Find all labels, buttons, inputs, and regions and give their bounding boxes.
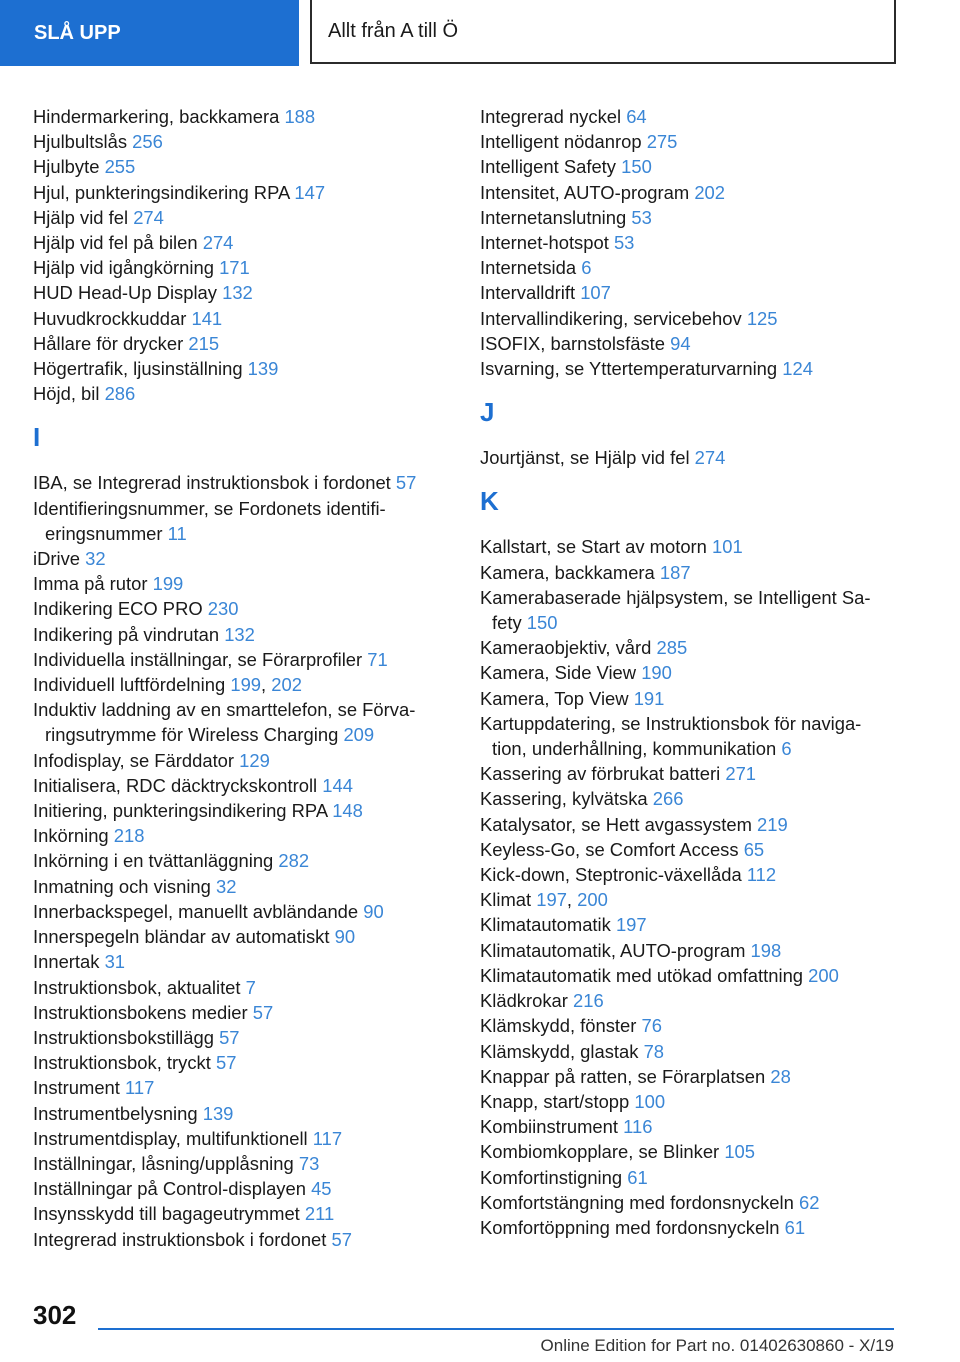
index-entry: [480, 534, 900, 559]
page-ref-link[interactable]: 57: [252, 1001, 274, 1023]
index-entry-term: Instruktionsbokens medier: [33, 1001, 248, 1023]
index-letter-heading: J: [480, 397, 495, 428]
index-entry: [33, 546, 443, 571]
page-ref-link[interactable]: 202: [694, 181, 726, 203]
index-entry-term: iDrive: [33, 548, 81, 570]
index-entry-term: Individuella inställningar, se Förarprofiler: [33, 648, 363, 670]
index-entry-term: ISOFIX, barnstolsfäste: [480, 332, 666, 354]
page-ref-link[interactable]: 144: [322, 774, 353, 796]
index-entry-term: Jourtjänst, se Hjälp vid fel: [480, 447, 690, 469]
index-entry-continuation-text: tion, underhållning, kommunikation: [492, 738, 777, 760]
index-entry: [33, 672, 443, 697]
index-entry-term: IBA, se Integrerad instruktionsbok i fordonet: [33, 472, 391, 494]
index-entry-term: Instrument: [33, 1077, 120, 1099]
index-entry-term: Klämskydd, fönster: [480, 1015, 637, 1037]
index-entry-term: Innertak: [33, 951, 100, 973]
index-entry: [480, 154, 900, 179]
index-entry-term: Klämskydd, glastak: [480, 1040, 639, 1062]
index-entry-term: Komfortinstigning: [480, 1166, 623, 1188]
index-entry: [33, 1176, 443, 1201]
index-entry: [33, 773, 443, 798]
index-entry-term: Inmatning och visning: [33, 875, 211, 897]
index-entry: [33, 205, 443, 230]
index-entry-term: Individuell luftfördelning: [33, 674, 226, 696]
page-ref-link[interactable]: 90: [334, 926, 356, 948]
page-ref-link[interactable]: 31: [104, 951, 126, 973]
page-ref-link[interactable]: 218: [113, 825, 145, 847]
index-entry: [480, 1039, 900, 1064]
index-entry: [33, 470, 443, 495]
index-entry-term: Innerspegeln bländar av automatiskt: [33, 926, 330, 948]
page-ref-link[interactable]: 100: [634, 1090, 666, 1112]
index-entry-term: Hjälp vid fel på bilen: [33, 232, 198, 254]
page-ref-link[interactable]: 45: [311, 1178, 332, 1200]
page-ref-link[interactable]: 282: [278, 850, 310, 872]
page-ref-link[interactable]: 219: [757, 813, 788, 835]
page-ref-link[interactable]: 141: [191, 307, 223, 329]
index-entry-term: Identifieringsnummer, se Fordonets identifi-: [33, 497, 386, 519]
page-ref-link[interactable]: 53: [613, 232, 635, 254]
index-entry: [33, 571, 443, 596]
index-entry: [480, 205, 900, 230]
page-ref-link[interactable]: 57: [331, 1228, 352, 1250]
page-ref-link[interactable]: 215: [188, 332, 220, 354]
index-entry: [33, 1151, 443, 1176]
index-entry: [33, 748, 443, 773]
index-entry: [33, 180, 443, 205]
index-entry-term: Initiering, punkteringsindikering RPA: [33, 800, 328, 822]
page-ref-link[interactable]: 61: [627, 1166, 648, 1188]
index-entry-term: Komfortöppning med fordonsnyckeln: [480, 1216, 780, 1238]
index-entry: [480, 306, 900, 331]
page-ref-link[interactable]: 101: [712, 536, 743, 558]
section-title: Allt från A till Ö: [310, 0, 896, 64]
index-entry-term: Intelligent Safety: [480, 156, 616, 178]
index-entry-term: Initialisera, RDC däcktryckskontroll: [33, 774, 318, 796]
index-entry: [480, 104, 900, 129]
index-entry: [480, 1064, 900, 1089]
index-entry-term: Kassering, kylvätska: [480, 788, 648, 810]
index-entry: [33, 823, 443, 848]
index-entry-term: Kameraobjektiv, vård: [480, 637, 652, 659]
index-entry-term: Isvarning, se Yttertemperaturvarning: [480, 358, 778, 380]
index-entry: [480, 180, 900, 205]
index-entry: [33, 331, 443, 356]
page-ref-link[interactable]: 76: [641, 1015, 662, 1037]
index-entry: [480, 1089, 900, 1114]
index-entry-term: Kombiomkopplare, se Blinker: [480, 1141, 720, 1163]
index-entry-term: Huvudkrockkuddar: [33, 307, 187, 329]
page-ref-link[interactable]: 266: [652, 788, 684, 810]
page-ref-link[interactable]: 112: [746, 864, 777, 886]
page-ref-link[interactable]: 150: [526, 612, 558, 634]
page-ref-link[interactable]: 53: [631, 206, 652, 228]
page-ref-link[interactable]: 124: [782, 358, 813, 380]
page-ref-link[interactable]: 274: [133, 206, 164, 228]
index-entry: [480, 585, 900, 635]
page-ref-link[interactable]: 188: [284, 106, 316, 127]
index-entry-term: HUD Head-Up Display: [33, 282, 217, 304]
index-entry: [33, 697, 443, 747]
index-entry-term: Inställningar på Control-displayen: [33, 1178, 306, 1200]
index-entry: [480, 988, 900, 1013]
index-entry: [33, 596, 443, 621]
index-entry-continuation: [33, 521, 443, 546]
index-entry: [480, 786, 900, 811]
index-entry: [33, 1000, 443, 1025]
page-ref-link[interactable]: 271: [725, 763, 757, 785]
index-entry: [480, 560, 900, 585]
page-ref-link[interactable]: 211: [304, 1203, 335, 1225]
page-ref-link[interactable]: 116: [623, 1116, 653, 1138]
index-entry-term: Intelligent nödanrop: [480, 131, 642, 153]
index-entry: [33, 622, 443, 647]
index-entry: [480, 938, 900, 963]
page-ref-link[interactable]: 6: [781, 738, 792, 760]
index-entry: [33, 1025, 443, 1050]
index-entry: [33, 1201, 443, 1226]
index-entry-term: Hjulbultslås: [33, 131, 128, 153]
index-entry: [480, 963, 900, 988]
index-entry: [33, 230, 443, 255]
index-entry-term: Inkörning: [33, 825, 109, 847]
index-entry: [33, 848, 443, 873]
page-ref-link[interactable]: 190: [641, 662, 672, 684]
index-entry-term: Klimatautomatik med utökad omfattning: [480, 964, 804, 986]
page-ref-link[interactable]: 62: [798, 1191, 820, 1213]
index-entry-term: Intervallindikering, servicebehov: [480, 307, 742, 329]
page-header: [0, 0, 960, 66]
page-ref-link[interactable]: 199: [152, 573, 184, 595]
index-entry-term: Intensitet, AUTO-program: [480, 181, 690, 203]
page-ref-link[interactable]: 200: [577, 889, 608, 911]
page-ref-link[interactable]: 171: [219, 257, 250, 279]
index-entry: [33, 381, 443, 406]
index-entry: [33, 798, 443, 823]
page-ref-link[interactable]: 209: [343, 724, 375, 746]
index-entry: [480, 1165, 900, 1190]
page-ref-link[interactable]: 32: [216, 875, 237, 897]
page-ref-link[interactable]: 147: [294, 181, 326, 203]
index-entry: [480, 1190, 900, 1215]
page-ref-link[interactable]: 57: [395, 472, 417, 494]
page-ref-link[interactable]: 7: [245, 976, 256, 998]
page-ref-link[interactable]: 286: [104, 383, 136, 405]
index-entry-term: Intervalldrift: [480, 282, 576, 304]
index-entry-term: Höjd, bil: [33, 383, 100, 405]
index-entry: [480, 660, 900, 685]
index-entry: [480, 1215, 900, 1240]
index-entry: [480, 812, 900, 837]
index-entry: [33, 356, 443, 381]
page-ref-link[interactable]: 105: [724, 1141, 755, 1163]
page-ref-link[interactable]: 129: [239, 749, 270, 771]
index-entry-term: Kamera, backkamera: [480, 561, 655, 583]
page-ref-link[interactable]: 139: [202, 1102, 234, 1124]
index-entry: [480, 686, 900, 711]
page-ref-link[interactable]: 64: [626, 106, 647, 127]
page-ref-link[interactable]: 117: [125, 1077, 155, 1099]
page-ref-link[interactable]: 61: [784, 1216, 806, 1238]
index-entry: [33, 874, 443, 899]
index-entry: [480, 280, 900, 305]
index-entry: [480, 761, 900, 786]
index-entry: [480, 1139, 900, 1164]
page-ref-link[interactable]: 139: [247, 358, 279, 380]
index-entry-continuation: [480, 610, 900, 635]
index-entry-term: Insynsskydd till bagageutrymmet: [33, 1203, 300, 1225]
index-entry: [33, 975, 443, 1000]
index-entry-term: Kombiinstrument: [480, 1116, 618, 1138]
page-ref-link[interactable]: 285: [656, 637, 688, 659]
page-ref-separator: ,: [261, 674, 267, 696]
page-ref-link[interactable]: 216: [573, 990, 604, 1012]
index-entry: [33, 104, 443, 129]
index-column-right: [480, 104, 900, 1240]
index-entry-term: Internetsida: [480, 257, 577, 279]
index-entry-term: Indikering på vindrutan: [33, 623, 220, 645]
page-ref-link[interactable]: 274: [694, 447, 726, 469]
page-ref-link[interactable]: 199: [230, 674, 262, 696]
page-ref-link[interactable]: 78: [643, 1040, 665, 1062]
page-ref-link[interactable]: 200: [808, 964, 839, 986]
index-entry-term: Kamerabaserade hjälpsystem, se Intelligent Sa-: [480, 586, 871, 608]
index-entry: [33, 154, 443, 179]
index-entry-continuation-text: fety: [492, 612, 522, 634]
index-entry-term: Induktiv laddning av en smarttelefon, se Förva-: [33, 699, 416, 721]
index-letter-heading: I: [33, 422, 41, 453]
index-entry-term: Instruktionsbok, aktualitet: [33, 976, 241, 998]
page-ref-link[interactable]: 73: [298, 1152, 320, 1174]
index-entry-term: Klädkrokar: [480, 990, 568, 1012]
chapter-tab[interactable]: SLÅ UPP: [0, 0, 299, 66]
index-entry-term: Hindermarkering, backkamera: [33, 106, 280, 127]
index-entry-term: Indikering ECO PRO: [33, 598, 203, 620]
page-ref-link[interactable]: 256: [132, 131, 163, 153]
page-ref-link[interactable]: 255: [104, 156, 136, 178]
index-entry-term: Instrumentbelysning: [33, 1102, 198, 1124]
page-ref-link[interactable]: 32: [85, 548, 106, 570]
index-entry: [480, 230, 900, 255]
index-entry-term: Knapp, start/stopp: [480, 1090, 630, 1112]
page-ref-link[interactable]: 148: [332, 800, 363, 822]
index-entry: [33, 924, 443, 949]
index-entry-continuation-text: eringsnummer: [45, 522, 163, 544]
index-entry: [480, 1114, 900, 1139]
index-entry: [480, 1013, 900, 1038]
index-entry-term: Innerbackspegel, manuellt avbländande: [33, 900, 359, 922]
page-ref-link[interactable]: 57: [219, 1026, 240, 1048]
index-entry: [480, 356, 900, 381]
page-number: 302: [33, 1300, 77, 1330]
index-entry: [480, 887, 900, 912]
index-entry: [480, 711, 900, 761]
index-entry-term: Internet-hotspot: [480, 232, 609, 254]
index-entry-term: Integrerad instruktionsbok i fordonet: [33, 1228, 327, 1250]
index-entry-term: Klimatautomatik, AUTO-program: [480, 939, 746, 961]
index-entry: [480, 912, 900, 937]
index-entry-continuation: [480, 736, 900, 761]
index-entry-term: Infodisplay, se Färddator: [33, 749, 235, 771]
index-entry-term: Internetanslutning: [480, 206, 627, 228]
footer-divider: [98, 1328, 894, 1330]
page-ref-link[interactable]: 125: [746, 307, 778, 329]
index-entry: [480, 445, 900, 470]
index-entry-continuation-text: ringsutrymme för Wireless Charging: [45, 724, 339, 746]
index-entry: [33, 1050, 443, 1075]
index-entry-term: Kartuppdatering, se Instruktionsbok för naviga-: [480, 712, 862, 734]
edition-text: Online Edition for Part no. 01402630860 - X/19: [540, 1336, 894, 1355]
page-ref-link[interactable]: 132: [224, 623, 255, 645]
index-entry-term: Integrerad nyckel: [480, 106, 622, 127]
index-entry-term: Hållare för drycker: [33, 332, 184, 354]
page-ref-link[interactable]: 150: [621, 156, 652, 178]
index-entry-term: Hjul, punkteringsindikering RPA: [33, 181, 290, 203]
page-ref-separator: ,: [566, 889, 573, 911]
index-entry: [33, 1101, 443, 1126]
index-entry-term: Hjulbyte: [33, 156, 100, 178]
index-entry-term: Högertrafik, ljusinställning: [33, 358, 243, 380]
index-letter-heading: K: [480, 486, 499, 517]
index-entry: [480, 635, 900, 660]
index-column-left: [33, 104, 443, 1252]
index-entry-term: Kassering av förbrukat batteri: [480, 763, 721, 785]
page-ref-link[interactable]: 28: [770, 1065, 791, 1087]
index-entry-term: Keyless-Go, se Comfort Access: [480, 838, 739, 860]
page-ref-link[interactable]: 197: [615, 914, 647, 936]
index-entry: [33, 1126, 443, 1151]
index-entry-term: Komfortstängning med fordonsnyckeln: [480, 1191, 794, 1213]
index-entry-term: Inställningar, låsning/upplåsning: [33, 1152, 294, 1174]
index-entry-term: Imma på rutor: [33, 573, 148, 595]
index-entry-term: Kallstart, se Start av motorn: [480, 536, 707, 558]
index-entry: [480, 129, 900, 154]
index-entry-term: Instruktionsbok, tryckt: [33, 1052, 211, 1074]
page-ref-link[interactable]: 202: [271, 674, 302, 696]
index-entry: [480, 331, 900, 356]
index-entry: [33, 129, 443, 154]
page-ref-link[interactable]: 11: [167, 522, 187, 544]
page-ref-link[interactable]: 6: [581, 257, 592, 279]
index-entry-term: Klimat: [480, 889, 532, 911]
index-entry: [33, 306, 443, 331]
index-entry-term: Klimatautomatik: [480, 914, 611, 936]
page-ref-link[interactable]: 230: [207, 598, 239, 620]
index-entry: [33, 949, 443, 974]
index-entry: [33, 1075, 443, 1100]
page-ref-link[interactable]: 187: [659, 561, 691, 583]
page-ref-link[interactable]: 197: [536, 889, 567, 911]
index-entry: [33, 255, 443, 280]
index-entry: [480, 862, 900, 887]
page-ref-link[interactable]: 274: [202, 232, 234, 254]
index-entry-term: Knappar på ratten, se Förarplatsen: [480, 1065, 766, 1087]
index-entry: [480, 255, 900, 280]
page-ref-link[interactable]: 191: [633, 687, 665, 709]
page-ref-link[interactable]: 198: [750, 939, 782, 961]
index-entry-term: Kamera, Top View: [480, 687, 629, 709]
index-entry: [33, 496, 443, 546]
index-entry: [480, 837, 900, 862]
index-entry-term: Hjälp vid fel: [33, 206, 129, 228]
page-ref-link[interactable]: 65: [743, 838, 765, 860]
page-ref-link[interactable]: 94: [670, 332, 691, 354]
page-ref-link[interactable]: 132: [222, 282, 253, 304]
index-entry-term: Katalysator, se Hett avgassystem: [480, 813, 752, 835]
index-entry: [33, 647, 443, 672]
page-ref-link[interactable]: 71: [367, 648, 388, 670]
index-entry: [33, 280, 443, 305]
index-entry-term: Kick-down, Steptronic-växellåda: [480, 864, 742, 886]
index-entry: [33, 899, 443, 924]
index-entry-continuation: [33, 722, 443, 747]
index-entry-term: Inkörning i en tvättanläggning: [33, 850, 274, 872]
index-entry-term: Instruktionsbokstillägg: [33, 1026, 214, 1048]
index-entry: [33, 1227, 443, 1252]
index-entry-term: Hjälp vid igångkörning: [33, 257, 214, 279]
page-ref-link[interactable]: 90: [363, 900, 384, 922]
page-ref-link[interactable]: 275: [646, 131, 678, 153]
page-ref-link[interactable]: 117: [312, 1127, 343, 1149]
index-entry-term: Instrumentdisplay, multifunktionell: [33, 1127, 308, 1149]
page-ref-link[interactable]: 57: [215, 1052, 237, 1074]
index-entry-term: Kamera, Side View: [480, 662, 637, 684]
page-ref-link[interactable]: 107: [580, 282, 611, 304]
